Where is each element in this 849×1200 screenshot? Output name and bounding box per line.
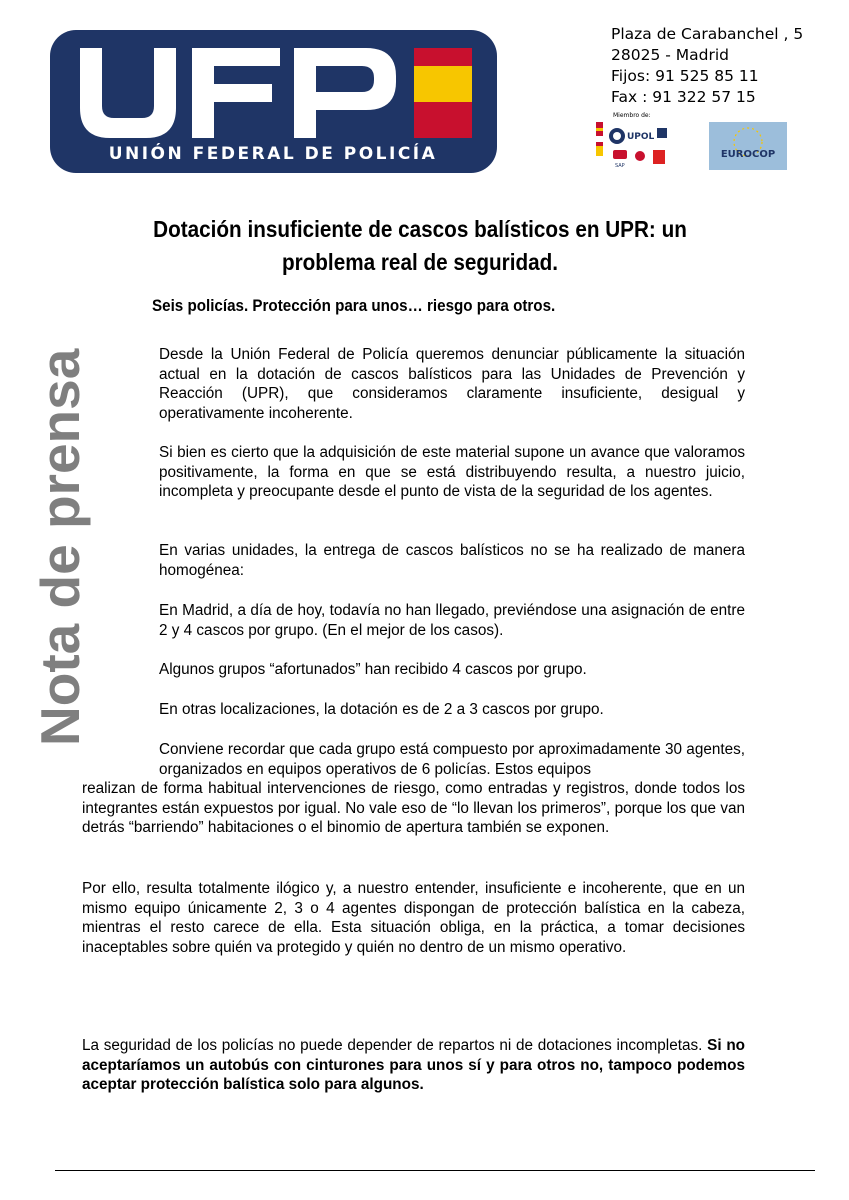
paragraph-9 (82, 1036, 745, 1095)
logo-full-name: UNIÓN FEDERAL DE POLICÍA (108, 144, 438, 164)
contact-info (611, 24, 841, 108)
ufp-logo (50, 30, 497, 173)
member-badges-graphic (593, 112, 793, 172)
eurocop-logo (709, 122, 787, 170)
article-headline: Dotación insuficiente de cascos balísticos en UPR: un problema real de seguridad. (153, 216, 687, 275)
member-eurocop: EUROCOP (720, 149, 776, 160)
paragraph-7-start: Conviene recordar que cada grupo está compuesto por aproximadamente 30 agentes, organizados en equipos operativos de 6 policías. Estos equipos (159, 741, 745, 778)
paragraph-1: Desde la Unión Federal de Policía queremos denunciar públicamente la situación actual en la dotación de cascos balísticos para las Unidades de Prevención y Reacción (UPR), que consideramos claramente insuficiente, desigual y operativamente incoherente. (159, 346, 745, 422)
madrid-emblem-icon (653, 150, 665, 164)
contact-phone: Fijos: 91 525 85 11 (611, 67, 759, 85)
contact-fax: Fax : 91 322 57 15 (611, 88, 756, 106)
member-upol: UPOL (627, 132, 655, 142)
side-title-nota-de-prensa: Nota de prensa (29, 348, 91, 746)
contact-address: Plaza de Carabanchel , 5 (611, 25, 804, 43)
contact-city: 28025 - Madrid (611, 46, 729, 64)
ufp-mini-icon (657, 128, 667, 138)
paragraph-8: Por ello, resulta totalmente ilógico y, a nuestro entender, insuficiente e incoherente, que en un mismo equipo únicamente 2, 3 o 4 agentes dispongan de protección balística en la cabeza, mientras el resto carece de ella. Esta situación obliga, en la práctica, a tomar decisiones inaceptables sobre quién va protegido y quién no dentro de un mismo operativo. (82, 880, 745, 956)
members-label: Miembro de: (613, 112, 651, 119)
member-sap: SAP (615, 163, 625, 169)
flag-red-top (414, 48, 472, 66)
paragraph-7-rest: realizan de forma habitual intervenciones de riesgo, como entradas y registros, donde todos los integrantes están expuestos por igual. No vale eso de “lo llevan los primeros”, porque los que van detrás “barriendo” habitaciones o el binomio de apertura también se exponen. (82, 780, 745, 837)
paragraph-5: Algunos grupos “afortunados” han recibido 4 cascos por grupo. (159, 661, 587, 678)
paragraph-4: En Madrid, a día de hoy, todavía no han llegado, previéndose una asignación de entre 2 y 4 cascos por grupo. (En el mejor de los casos). (159, 602, 745, 639)
paragraph-9-normal: La seguridad de los policías no puede depender de repartos ni de dotaciones incompletas. (82, 1037, 703, 1054)
red-seal-icon (635, 151, 645, 161)
paragraph-2: Si bien es cierto que la adquisición de este material supone un avance que valoramos positivamente, la forma en que se está distribuyendo resulta, a nuestro juicio, incompleta y preocupante desde el punto de vista de la seguridad de los agentes. (159, 444, 745, 501)
spain-emblem-icon (596, 122, 603, 156)
paragraph-9-bold: Si no aceptaríamos un autobús con cinturones para unos sí y para otros no, tampoco podemos aceptar protección balística solo para algunos. (82, 1037, 746, 1094)
flag-red-bottom (414, 102, 472, 138)
flag-yellow (414, 66, 472, 102)
member-organizations (593, 112, 793, 172)
union-badge-icon (613, 150, 627, 159)
paragraph-3: En varias unidades, la entrega de cascos balísticos no se ha realizado de manera homogénea: (159, 542, 745, 579)
paragraph-6: En otras localizaciones, la dotación es de 2 a 3 cascos por grupo. (159, 701, 604, 718)
article-subheadline: Seis policías. Protección para unos… riesgo para otros. (152, 297, 556, 315)
ufp-logo-graphic (50, 30, 497, 173)
footer-divider (55, 1170, 815, 1171)
